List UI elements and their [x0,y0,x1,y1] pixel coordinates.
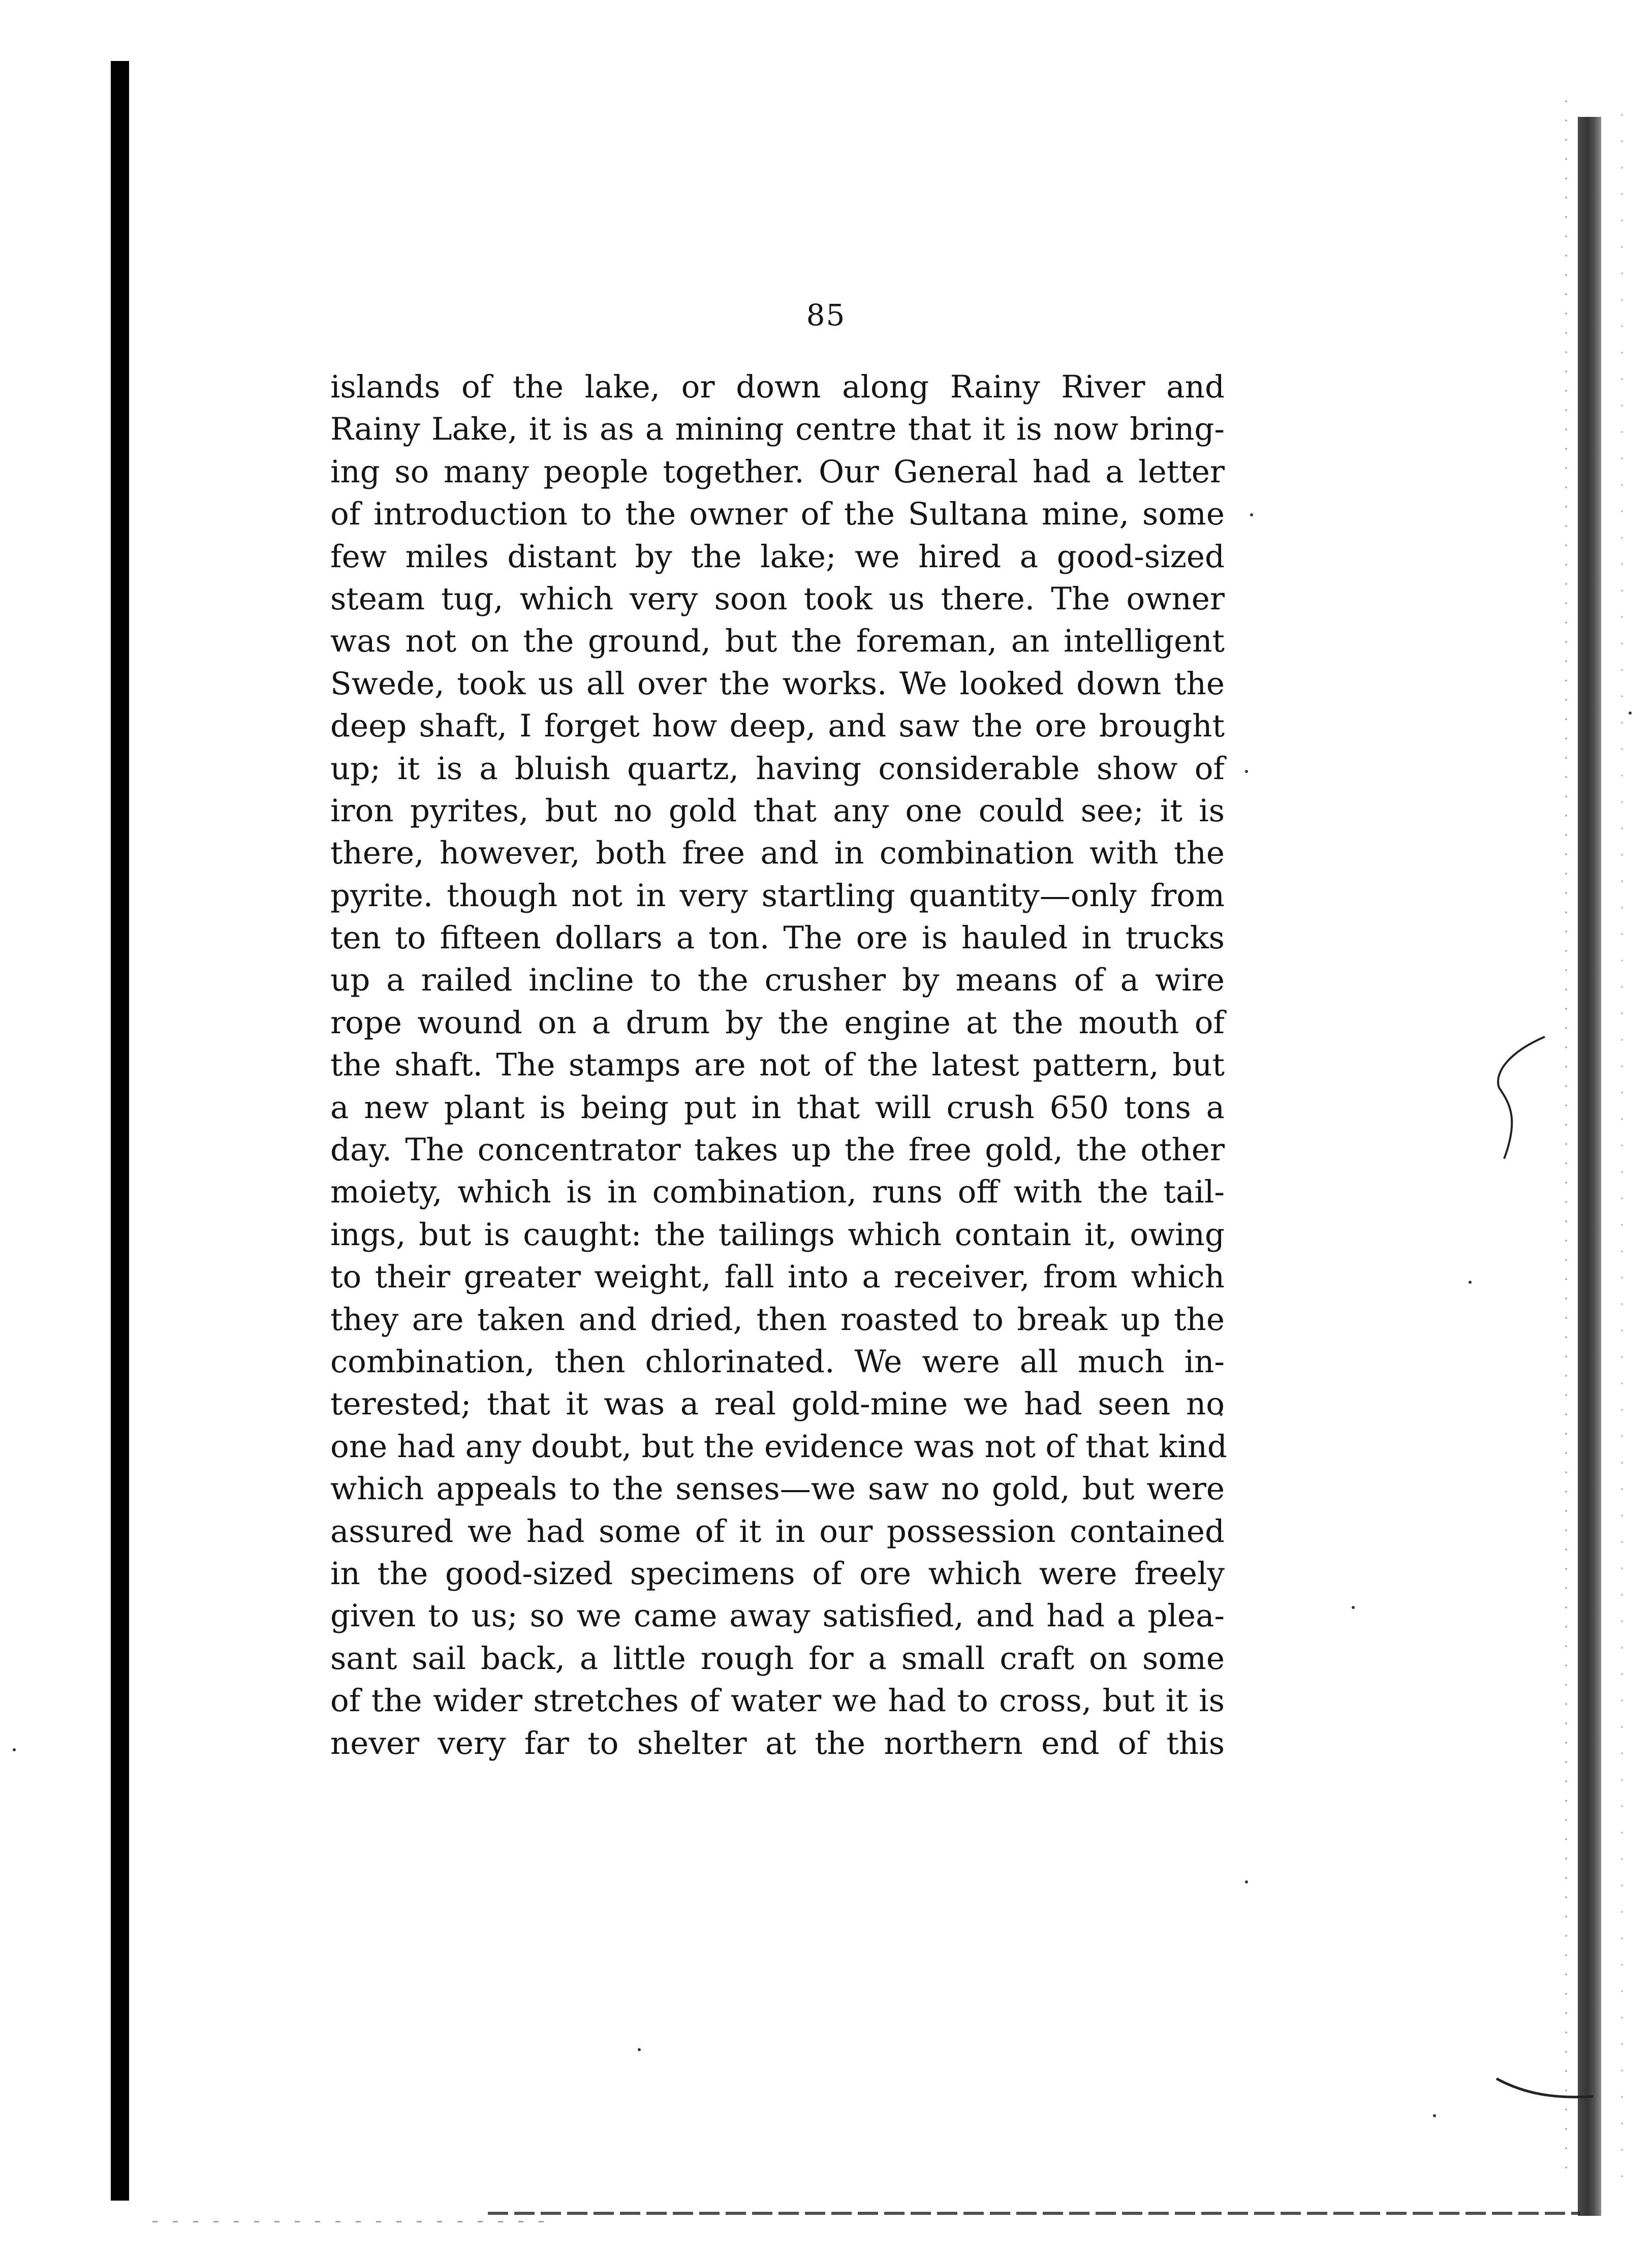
scan-speck [1245,770,1248,773]
text-line: never very far to shelter at the northern end of this [330,1725,1225,1761]
text-line: iron pyrites, but no gold that any one could see; it is [330,792,1225,829]
text-line: there, however, both free and in combination with the [330,835,1225,872]
text-line: sant sail back, a little rough for a small craft on some [330,1640,1225,1677]
body-text [330,366,1225,1765]
text-line: they are taken and dried, then roasted to break up the [330,1301,1225,1338]
text-line: ten to fifteen dollars a ton. The ore is hauled in trucks [330,920,1225,956]
text-line: one had any doubt, but the evidence was not of that kind [330,1428,1227,1465]
text-line: ings, but is caught: the tailings which contain it, owing [330,1216,1225,1253]
text-line: which appeals to the senses—we saw no gold, but were [330,1471,1225,1507]
text-line: ing so many people together. Our General had a letter [330,453,1225,490]
text-line: few miles distant by the lake; we hired a good-sized [330,538,1225,575]
scan-speck [13,1748,16,1751]
page-curl-bottom-mark [1494,2074,1596,2114]
text-line: rope wound on a drum by the engine at the mouth of [330,1004,1225,1041]
text-line: to their greater weight, fall into a receiver, from which [330,1259,1225,1295]
text-line: steam tug, which very soon took us there. The owner [330,580,1225,617]
text-line: of introduction to the owner of the Sultana mine, some [330,496,1225,533]
scan-speck [1629,712,1632,715]
text-line: was not on the ground, but the foreman, an intelligent [330,623,1225,660]
text-line: combination, then chlorinated. We were all much in- [330,1343,1225,1380]
page-edge-shadow [1578,117,1601,2216]
scan-speck [638,2048,641,2051]
text-line: in the good-sized specimens of ore which were freely [330,1555,1225,1592]
text-line: a new plant is being put in that will crush 650 tons a [330,1089,1225,1126]
page-number: 85 [806,298,846,332]
text-line: deep shaft, I forget how deep, and saw the ore brought [330,708,1225,745]
text-line: up a railed incline to the crusher by means of a wire [330,962,1225,999]
scan-speck [1469,1281,1472,1284]
text-line: islands of the lake, or down along Rainy River and [330,369,1225,405]
text-line: pyrite. though not in very startling quantity—only from [330,877,1225,914]
scan-speck [1352,1606,1355,1609]
text-line: Swede, took us all over the works. We looked down the [330,665,1225,702]
scan-speck [1250,513,1253,516]
page-curl-mark [1489,1032,1550,1164]
text-line: assured we had some of it in our possession contained [330,1513,1225,1550]
scan-speck [1433,2114,1436,2117]
text-line: of the wider stretches of water we had to cross, but it is [330,1683,1225,1719]
text-line: moiety, which is in combination, runs off with the tail- [330,1174,1225,1211]
binding-shadow-bar [111,61,129,2201]
text-line: Rainy Lake, it is as a mining centre that it is now bring- [330,411,1225,448]
text-line: the shaft. The stamps are not of the latest pattern, but [330,1047,1225,1084]
text-line: terested; that it was a real gold-mine we had seen no [330,1386,1225,1423]
text-line: up; it is a bluish quartz, having considerable show of [330,750,1225,787]
text-line: day. The concentrator takes up the free gold, the other [330,1132,1225,1168]
scan-noise-column [1563,91,1570,2175]
text-line: given to us; so we came away satisfied, and had a plea- [330,1598,1225,1634]
bottom-scan-line [488,2212,1580,2215]
scan-noise-column-outer [1618,102,1626,2185]
scan-speck [1245,1880,1248,1883]
bottom-scan-dash [152,2221,559,2222]
